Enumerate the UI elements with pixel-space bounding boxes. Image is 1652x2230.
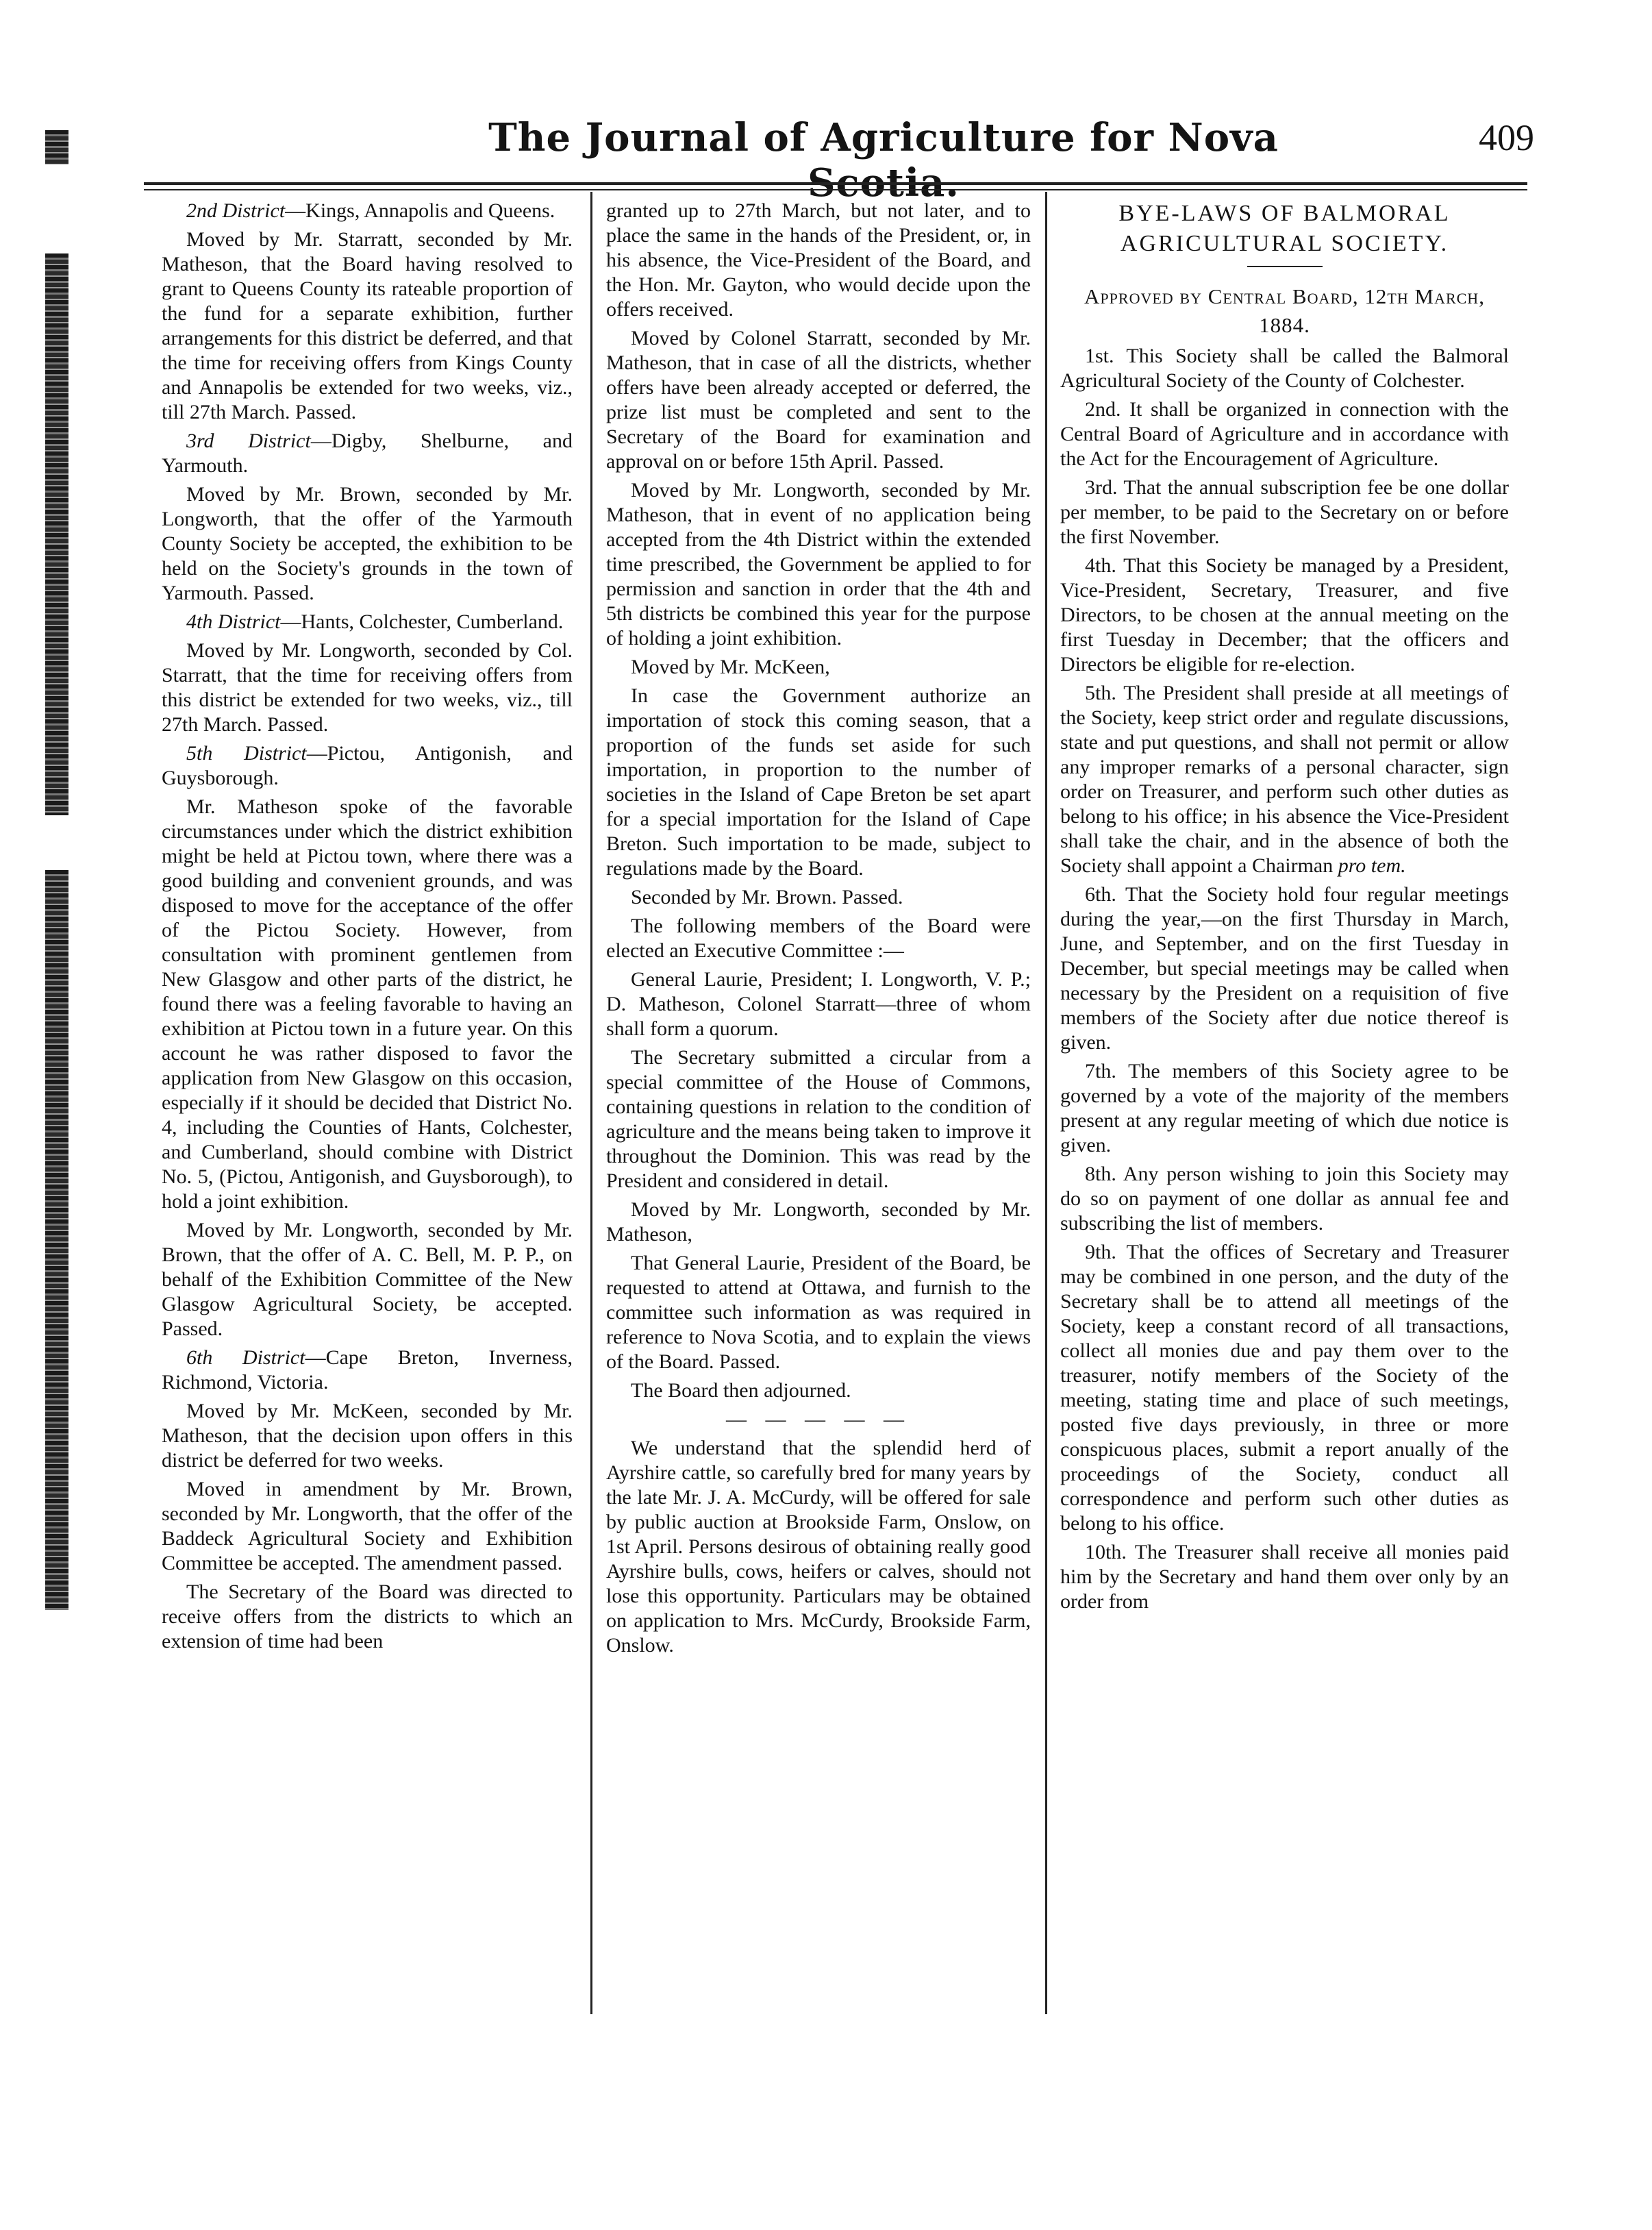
paragraph	[162, 429, 573, 478]
paragraph: The following members of the Board were elected an Executive Committee :—	[606, 915, 1031, 962]
bye-law-2: 2nd. It shall be organized in connection with the Central Board of Agriculture and in accordance with the Act for the Encouragement of Agriculture.	[1060, 398, 1509, 470]
district-text: —Kings, Annapolis and Queens.	[285, 199, 555, 222]
paragraph: Moved by Mr. Longworth, seconded by Mr. Brown, that the offer of A. C. Bell, M. P. P., on behalf of the Exhibition Committee of the New Glasgow Agricultural Society, be accepted. Passed.	[162, 1219, 573, 1340]
bye-law-10: 10th. The Treasurer shall receive all monies paid him by the Secretary and hand them over only by an order from	[1060, 1541, 1509, 1613]
bye-law-5	[1060, 681, 1509, 878]
paragraph: Seconded by Mr. Brown. Passed.	[631, 886, 903, 908]
bye-law-3: 3rd. That the annual subscription fee be one dollar per member, to be paid to the Secretary on or before the first November.	[1060, 476, 1509, 548]
bye-laws-heading: BYE-LAWS OF BALMORAL AGRICULTURAL SOCIETY.	[1118, 201, 1451, 256]
latin-phrase: pro tem.	[1338, 854, 1406, 877]
paragraph: Moved by Mr. Brown, seconded by Mr. Longworth, that the offer of the Yarmouth County Society be accepted, the exhibition to be held on the Society's grounds in the town of Yarmouth. Passed.	[162, 483, 573, 604]
bye-law-4: 4th. That this Society be managed by a President, Vice-President, Secretary, Treasurer, and five Directors, to be chosen at the annual meeting on the first Tuesday in December; that the officers and Directors be eligible for re-election.	[1060, 554, 1509, 676]
bye-law-1: 1st. This Society shall be called the Balmoral Agricultural Society of the County of Colchester.	[1060, 345, 1509, 392]
column-divider-2	[1045, 192, 1047, 2014]
bye-law-5-text: 5th. The President shall preside at all meetings of the Society, keep strict order and regulate discussions, state and put questions, and shall not permit or allow any improper remarks of a personal character, sign order on Treasurer, and perform such other duties as belong to his office; in his absence the Vice-President shall take the chair, and in the absence of both the Society shall appoint a Chairman	[1060, 682, 1509, 877]
bye-law-6: 6th. That the Society hold four regular meetings during the year,—on the first Thursday in March, June, and September, and on the first Tuesday in December, but special meetings may be called when necessary by the President on a requisition of five members of the Society after due notice thereof is given.	[1060, 883, 1509, 1054]
paragraph	[162, 199, 573, 223]
page-header	[144, 115, 1541, 170]
paragraph: Moved by Mr. McKeen, seconded by Mr. Matheson, that the decision upon offers in this district be deferred for two weeks.	[162, 1400, 573, 1472]
bye-law-7: 7th. The members of this Society agree to be governed by a vote of the majority of the members present at any regular meeting of which due notice is given.	[1060, 1060, 1509, 1156]
paragraph: Moved by Mr. Longworth, seconded by Mr. Matheson, that in event of no application being accepted from the 4th District within the extended time prescribed, the Government be applied to for permission and sanction in order that the 4th and 5th districts be combined this year for the purpose of holding a joint exhibition.	[606, 479, 1031, 649]
section-separator: — — — — —	[726, 1408, 911, 1430]
journal-title: The Journal of Agriculture for Nova	[488, 115, 1279, 160]
scanned-binding-edge	[12, 27, 74, 1603]
paragraph: Moved by Colonel Starratt, seconded by Mr. Matheson, that in case of all the districts, whether offers have been already accepted or deferred, the prize list must be completed and sent to the Secretary of the Board for examination and approval on or before 15th April. Passed.	[606, 327, 1031, 473]
district-label: 2nd District	[186, 199, 286, 222]
paragraph: Moved in amendment by Mr. Brown, seconded by Mr. Longworth, that the offer of the Baddeck Agricultural Society and Exhibition Committee be accepted. The amendment passed.	[162, 1478, 573, 1574]
paragraph: General Laurie, President; I. Longworth, V. P.; D. Matheson, Colonel Starratt—three of whom shall form a quorum.	[606, 968, 1031, 1040]
district-label: 3rd District	[186, 430, 311, 452]
district-label: 4th District	[186, 610, 281, 633]
paragraph: granted up to 27th March, but not later, and to place the same in the hands of the President, or, in his absence, the Vice-President of the Board, and the Hon. Mr. Gayton, who would decide upon the offers received.	[606, 199, 1031, 321]
column-1	[162, 199, 573, 1658]
header-rule-thick	[144, 182, 1527, 185]
heading-rule	[1247, 266, 1323, 267]
paragraph	[162, 1346, 573, 1395]
district-label: 5th District	[186, 742, 307, 765]
header-rule-thin	[144, 189, 1527, 190]
paragraph: In case the Government authorize an importation of stock this coming season, that a proportion of the funds set aside for such importation, in proportion to the number of societies in the Island of Cape Breton be set apart for a special importation for the Island of Cape Breton. Such importation to be made, subject to regulations made by the Board.	[606, 684, 1031, 880]
bye-law-9: 9th. That the offices of Secretary and Treasurer may be combined in one person, and the duty of the Secretary shall be to attend all meetings of the Society, keep a constant record of all transactions, collect all monies due and pay them over to the treasurer, notify members of the Society of the meeting, stating time and place of such meetings, posted five days previously, in three or more conspicuous places, submit a report anually of the proceedings of the Society, conduct all correspondence and perform such other duties as belong to his office.	[1060, 1241, 1509, 1535]
paragraph: Moved by Mr. McKeen,	[631, 656, 830, 678]
column-3	[1060, 199, 1509, 1618]
district-text: —Cape Breton, Inverness, Richmond, Victoria.	[162, 1346, 573, 1393]
paragraph: Moved by Mr. Longworth, seconded by Mr. Matheson,	[606, 1198, 1031, 1246]
district-text: —Pictou, Antigonish, and Guysborough.	[162, 742, 573, 789]
district-text: —Digby, Shelburne, and Yarmouth.	[162, 430, 573, 477]
approval-note: Approved by Central Board, 12th March, 1884.	[1084, 284, 1485, 337]
paragraph: Mr. Matheson spoke of the favorable circumstances under which the district exhibition might be held at Pictou town, where there was a good building and convenient grounds, and was disposed to move for the acceptance of the offer of the Pictou Society. However, from consultation with prominent gentlemen from New Glasgow and other parts of the district, he found there was a feeling favorable to having an exhibition at Pictou town in a future year. On this account he was rather disposed to favor the application from New Glasgow on this occasion, especially if it should be decided that District No. 4, including the Counties of Hants, Colchester, and Cumberland, should combine with District No. 5, (Pictou, Antigonish, and Guysborough), to hold a joint exhibition.	[162, 795, 573, 1213]
bye-law-8: 8th. Any person wishing to join this Society may do so on payment of one dollar as annual fee and subscribing the list of members.	[1060, 1163, 1509, 1235]
page-number: 409	[1479, 117, 1534, 158]
paragraph: That General Laurie, President of the Board, be requested to attend at Ottawa, and furnish to the committee such information as was required in reference to Nova Scotia, and to explain the views of the Board. Passed.	[606, 1252, 1031, 1373]
paragraph: The Secretary submitted a circular from a special committee of the House of Commons, containing questions in relation to the condition of agriculture and the means being taken to improve it throughout the Dominion. This was read by the President and considered in detail.	[606, 1046, 1031, 1192]
paragraph: The Board then adjourned.	[631, 1379, 851, 1402]
paragraph	[162, 741, 573, 791]
district-text: —Hants, Colchester, Cumberland.	[280, 610, 564, 633]
paragraph	[162, 610, 573, 634]
paragraph: Moved by Mr. Longworth, seconded by Col. Starratt, that the time for receiving offers from this district be extended for two weeks, viz., till 27th March. Passed.	[162, 639, 573, 736]
column-divider-1	[590, 192, 592, 2014]
paragraph: The Secretary of the Board was directed to receive offers from the districts to which an extension of time had been	[162, 1581, 573, 1652]
paragraph: We understand that the splendid herd of Ayrshire cattle, so carefully bred for many years by the late Mr. J. A. McCurdy, will be offered for sale by public auction at Brookside Farm, Onslow, on 1st April. Persons desirous of obtaining really good Ayrshire bulls, cows, heifers or calves, should not lose this opportunity. Particulars may be obtained on application to Mrs. McCurdy, Brookside Farm, Onslow.	[606, 1437, 1031, 1657]
paragraph: Moved by Mr. Starratt, seconded by Mr. Matheson, that the Board having resolved to grant to Queens County its rateable proportion of the fund for a separate exhibition, further arrangements for this district be deferred, and that the time for receiving offers from Kings County and Annapolis be extended for two weeks, viz., till 27th March. Passed.	[162, 228, 573, 423]
district-label: 6th District	[186, 1346, 305, 1369]
column-2	[606, 199, 1031, 1662]
